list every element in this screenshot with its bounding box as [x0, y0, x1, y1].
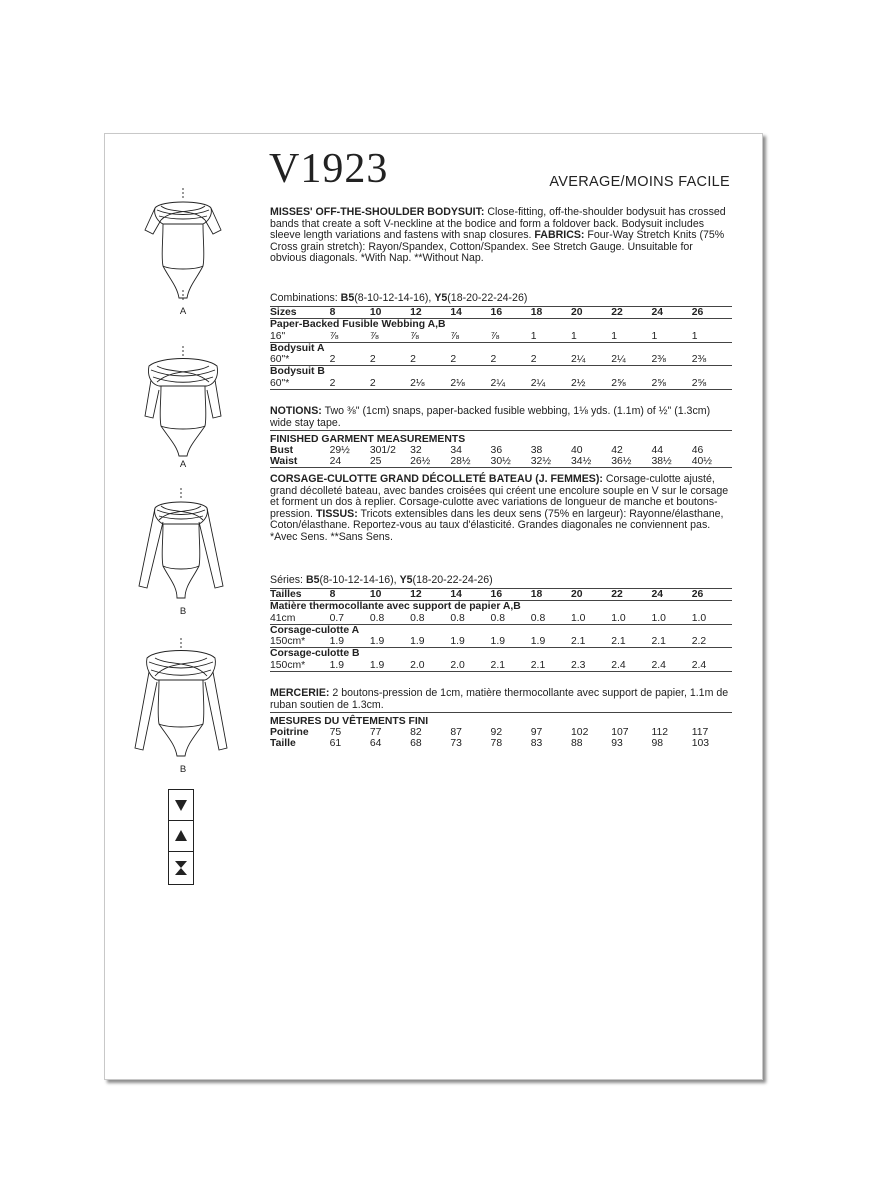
description-fr	[270, 474, 732, 544]
description-title: CORSAGE-CULOTTE GRAND DÉCOLLETÉ BATEAU (J. FEMMES):	[270, 473, 603, 485]
yardage-cell: 2	[531, 354, 571, 366]
yardage-cell: 2.4	[692, 660, 732, 672]
series-y5-sizes: (18-20-22-24-26)	[412, 574, 493, 586]
yardage-cell: 0.7	[330, 613, 370, 625]
yardage-cell: 2⅛	[450, 378, 490, 390]
measurement-cell: 36½	[611, 456, 651, 468]
sizes-label: Tailles	[270, 589, 330, 601]
bust-row	[270, 727, 732, 738]
yardage-cell: 2½	[571, 378, 611, 390]
view-b-long-sleeve-drawing	[131, 636, 231, 762]
measurement-cell: 42	[611, 445, 623, 456]
yardage-cell: 2.1	[491, 660, 531, 672]
combination-b5-sizes: (8-10-12-14-16),	[354, 292, 432, 304]
yardage-cell: 1.9	[531, 636, 571, 648]
combination-b5: B5	[340, 292, 355, 304]
yardage-cell: 2⅜	[692, 354, 732, 366]
bodysuit-a-row	[270, 354, 732, 366]
webbing-title: Paper-Backed Fusible Webbing A,B	[270, 319, 446, 331]
size-cell: 20	[571, 307, 611, 319]
fabric-width: 150cm*	[270, 636, 330, 648]
bodysuit-icon	[141, 344, 225, 462]
bodysuit-icon	[141, 186, 225, 304]
fabric-width: 60"*	[270, 354, 330, 366]
measurement-cell: 83	[530, 738, 543, 749]
difficulty-level: AVERAGE/MOINS FACILE	[549, 174, 730, 190]
fabrics-title: TISSUS:	[315, 507, 358, 520]
yardage-cell: 2.0	[410, 660, 450, 672]
measurement-cell: 78	[490, 738, 503, 749]
measurement-cell: 75	[329, 727, 342, 738]
combinations-line	[270, 292, 527, 304]
measurement-cell: 40½	[692, 456, 732, 468]
measurement-cell: 26½	[410, 456, 450, 468]
bodysuit-b-title: Bodysuit B	[270, 366, 325, 378]
description-text: Close-fitting, off-the-shoulder bodysuit has crossed bands that create a soft V-neckline at the bodice and form a foldover back. Bodysuit includes sleeve length variations and fastens with snap closures.	[270, 206, 726, 242]
yardage-cell: 0.8	[491, 613, 531, 625]
yardage-cell: ⅞	[491, 331, 531, 343]
yardage-cell: 0.8	[450, 613, 490, 625]
bodysuit-a-row	[270, 636, 732, 648]
view-label: B	[179, 764, 187, 775]
yardage-cell: 2⅝	[692, 378, 732, 390]
yardage-cell: 2.0	[450, 660, 490, 672]
yardage-cell: 1	[692, 331, 732, 343]
size-cell: 8	[330, 589, 370, 601]
series-line	[270, 574, 493, 586]
size-cell: 26	[692, 589, 732, 601]
measurement-cell: 36	[490, 445, 503, 456]
yardage-cell: 2	[330, 378, 370, 390]
measurement-cell: 46	[691, 445, 704, 456]
yardage-cell: 0.8	[370, 613, 410, 625]
size-cell: 14	[450, 307, 490, 319]
size-cell: 24	[651, 307, 691, 319]
description-title: MISSES' OFF-THE-SHOULDER BODYSUIT:	[270, 206, 485, 218]
webbing-title: Matière thermocollante avec support de papier A,B	[270, 601, 521, 613]
measurement-cell: 25	[370, 456, 410, 468]
bust-row	[270, 445, 732, 456]
combination-y5-sizes: (18-20-22-24-26)	[447, 292, 528, 304]
size-cell: 20	[571, 589, 611, 601]
yardage-cell: 1.9	[491, 636, 531, 648]
yardage-cell: 2⅝	[651, 378, 691, 390]
view-a-elbow-sleeve-drawing	[141, 344, 225, 462]
measurement-cell: 107	[611, 727, 629, 738]
size-cell: 18	[531, 589, 571, 601]
yardage-cell: 2⅜	[651, 354, 691, 366]
waist-label: Waist	[270, 456, 330, 468]
yardage-cell: ⅞	[410, 331, 450, 343]
yardage-cell: 2¼	[491, 378, 531, 390]
measurement-cell: 38	[530, 445, 543, 456]
yardage-table-fr	[270, 588, 732, 672]
view-b-long-sleeve-drawing	[131, 486, 231, 604]
notions-en	[270, 406, 732, 431]
size-cell: 18	[531, 307, 571, 319]
size-cell: 22	[611, 307, 651, 319]
measurement-cell: 88	[571, 738, 583, 749]
measurement-cell: 28½	[450, 456, 490, 468]
yardage-cell: 2.1	[571, 636, 611, 648]
waist-row	[270, 456, 732, 468]
measurement-cell: 87	[450, 727, 462, 738]
bodysuit-icon	[131, 486, 231, 604]
finished-measurements-title: MESURES DU VÊTEMENTS FINI	[270, 716, 429, 727]
yardage-cell: 1.9	[330, 660, 370, 672]
size-cell: 12	[410, 589, 450, 601]
measurement-cell: 34	[450, 445, 462, 456]
measurement-cell: 117	[691, 727, 709, 738]
yardage-cell: 2.2	[692, 636, 732, 648]
series-label: Séries:	[270, 574, 303, 586]
fabric-width: 150cm*	[270, 660, 330, 672]
measurement-cell: 32½	[531, 456, 571, 468]
notions-title: NOTIONS:	[270, 405, 322, 417]
webbing-row	[270, 331, 732, 343]
series-b5: B5	[305, 574, 320, 586]
sizes-label: Sizes	[270, 307, 330, 319]
combinations-label: Combinations:	[270, 292, 338, 304]
size-cell: 16	[491, 589, 531, 601]
layout-symbols	[168, 789, 194, 885]
bodysuit-b-title: Corsage-culotte B	[270, 648, 360, 660]
webbing-row	[270, 613, 732, 625]
size-cell: 22	[611, 589, 651, 601]
size-cell: 14	[450, 589, 490, 601]
yardage-table-en	[270, 306, 732, 390]
yardage-cell: 1.9	[370, 636, 410, 648]
yardage-cell: 2	[370, 354, 410, 366]
sizes-row	[270, 589, 732, 601]
yardage-cell: 2¼	[571, 354, 611, 366]
size-cell: 12	[410, 307, 450, 319]
size-cell: 16	[491, 307, 531, 319]
notions-fr	[270, 688, 732, 713]
combination-y5: Y5	[434, 292, 448, 304]
bodysuit-b-row	[270, 660, 732, 672]
yardage-cell: 2⅛	[410, 378, 450, 390]
waist-row	[270, 738, 732, 749]
view-label: B	[179, 606, 187, 617]
measurement-cell: 103	[691, 738, 710, 749]
series-y5: Y5	[399, 574, 413, 586]
yardage-cell: 0.8	[410, 613, 450, 625]
yardage-cell: 1	[611, 331, 651, 343]
notions-text: 2 boutons-pression de 1cm, matière thermocollante avec support de papier, 1.1m de ruban soutien de 1.3cm.	[270, 687, 729, 711]
yardage-cell: 1.0	[692, 613, 732, 625]
measurement-cell: 97	[530, 727, 543, 738]
bodysuit-icon	[131, 636, 231, 762]
size-cell: 26	[692, 307, 732, 319]
measurement-cell: 34½	[571, 456, 611, 468]
measurement-cell: 32	[410, 445, 422, 456]
size-cell: 24	[651, 589, 691, 601]
hourglass-icon	[169, 852, 193, 883]
measurement-cell: 73	[450, 738, 462, 749]
measurement-cell: 44	[651, 445, 664, 456]
yardage-cell: 1.0	[651, 613, 691, 625]
fabrics-text: Four-Way Stretch Knits (75% Cross grain stretch): Rayon/Spandex, Cotton/Spandex. See Stretch Gauge. Unsuitable for obvious diagonals. *With Nap. **Without Nap.	[270, 229, 725, 265]
size-cell: 10	[370, 307, 410, 319]
fabric-width: 41cm	[270, 613, 330, 625]
bust-label: Bust	[270, 445, 294, 456]
pattern-envelope-back	[104, 133, 763, 1080]
triangle-up-icon	[169, 821, 193, 852]
notions-title: MERCERIE:	[270, 687, 330, 699]
yardage-cell: 2.4	[611, 660, 651, 672]
yardage-cell: 1.0	[611, 613, 651, 625]
finished-measurements-fr	[270, 716, 732, 749]
measurement-cell: 64	[369, 738, 382, 749]
yardage-cell: 1.0	[571, 613, 611, 625]
view-label: A	[179, 306, 187, 317]
fabrics-title: FABRICS:	[534, 229, 585, 242]
bodysuit-a-title: Bodysuit A	[270, 342, 325, 354]
measurement-cell: 301/2	[369, 445, 396, 456]
yardage-cell: ⅞	[330, 331, 370, 343]
measurement-cell: 92	[490, 727, 503, 738]
triangle-down-icon	[169, 790, 193, 821]
yardage-cell: 1	[651, 331, 691, 343]
yardage-cell: 2.3	[571, 660, 611, 672]
yardage-cell: 2¼	[531, 378, 571, 390]
pattern-number: V1923	[269, 146, 389, 192]
yardage-cell: 1.9	[450, 636, 490, 648]
yardage-cell: 1.9	[330, 636, 370, 648]
bodysuit-a-title: Corsage-culotte A	[270, 624, 360, 636]
finished-measurements-title: FINISHED GARMENT MEASUREMENTS	[270, 434, 466, 445]
yardage-cell: 1	[571, 331, 611, 343]
waist-label: Taille	[270, 738, 296, 749]
yardage-cell: 2.1	[531, 660, 571, 672]
description-text: Corsage-culotte ajusté, grand décolleté bateau, avec bandes croisées qui créent une encolure souple en V sur le corsage et forment un dos à replier. Corsage-culotte avec variations de longueur de manche et boutons-pression.	[270, 473, 729, 520]
yardage-cell: 2	[330, 354, 370, 366]
measurement-cell: 112	[651, 727, 669, 738]
measurement-cell: 102	[571, 727, 589, 738]
measurement-cell: 68	[410, 738, 422, 749]
yardage-cell: 2¼	[611, 354, 651, 366]
series-b5-sizes: (8-10-12-14-16),	[319, 574, 397, 586]
yardage-cell: 2	[491, 354, 531, 366]
size-cell: 8	[330, 307, 370, 319]
measurement-cell: 24	[330, 456, 370, 468]
measurement-cell: 98	[651, 738, 664, 749]
yardage-cell: 2	[450, 354, 490, 366]
measurement-cell: 93	[611, 738, 623, 749]
finished-measurements-en	[270, 434, 732, 468]
notions-text: Two ⅜" (1cm) snaps, paper-backed fusible webbing, 1⅛ yds. (1.1m) of ½" (1.3cm) wide stay tape.	[270, 405, 711, 429]
yardage-cell: 2⅝	[611, 378, 651, 390]
size-cell: 10	[370, 589, 410, 601]
yardage-cell: 2.1	[651, 636, 691, 648]
measurement-cell: 30½	[491, 456, 531, 468]
sizes-row	[270, 307, 732, 319]
fabric-width: 60"*	[270, 378, 330, 390]
yardage-cell: 2	[370, 378, 410, 390]
yardage-cell: 0.8	[531, 613, 571, 625]
description-en	[270, 207, 732, 265]
yardage-cell: ⅞	[370, 331, 410, 343]
yardage-cell: 2.4	[651, 660, 691, 672]
fabric-width: 16"	[270, 331, 330, 343]
bust-label: Poitrine	[270, 727, 309, 738]
measurement-cell: 61	[329, 738, 342, 749]
view-label: A	[179, 459, 187, 470]
yardage-cell: 1	[531, 331, 571, 343]
yardage-cell: 1.9	[410, 636, 450, 648]
measurement-cell: 29½	[329, 445, 350, 456]
view-a-short-sleeve-drawing	[141, 186, 225, 304]
yardage-cell: ⅞	[450, 331, 490, 343]
yardage-cell: 1.9	[370, 660, 410, 672]
yardage-cell: 2.1	[611, 636, 651, 648]
measurement-cell: 38½	[651, 456, 691, 468]
fabrics-text: Tricots extensibles dans les deux sens (75% en largeur): Rayonne/élasthane, Coton/élasthane. Reportez-vous au taux d'élasticité. Grandes diagonales ne conviennent pas. *Avec Sens. **Sans Sens.	[270, 507, 724, 543]
yardage-cell: 2	[410, 354, 450, 366]
measurement-cell: 77	[369, 727, 382, 738]
measurement-cell: 40	[571, 445, 583, 456]
measurement-cell: 82	[410, 727, 422, 738]
bodysuit-b-row	[270, 378, 732, 390]
